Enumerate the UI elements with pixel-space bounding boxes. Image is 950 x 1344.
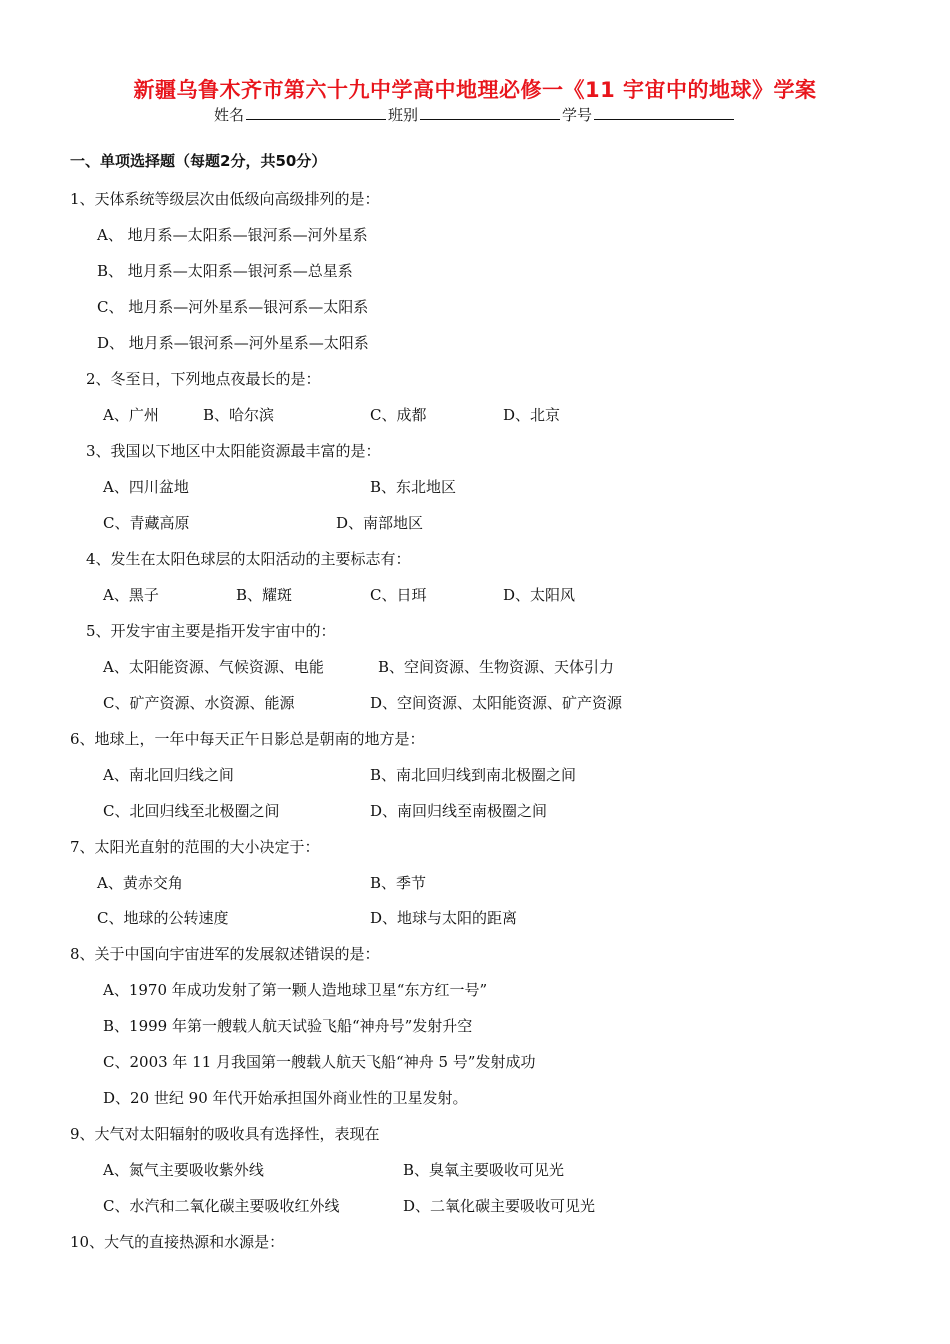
- question-stem: 4、发生在太阳色球层的太阳活动的主要标志有：: [86, 550, 411, 568]
- question-option: C、青藏高原: [103, 514, 190, 532]
- question-option: A、 地月系—太阳系—银河系—河外星系: [97, 226, 368, 244]
- student-info-line: [0, 104, 950, 125]
- question-option: A、黄赤交角: [97, 874, 183, 892]
- question-stem: 7、太阳光直射的范围的大小决定于：: [70, 838, 320, 856]
- question-option: C、 地月系—河外星系—银河系—太阳系: [97, 298, 369, 316]
- question-option: C、地球的公转速度: [97, 909, 229, 927]
- question-stem: 10、大气的直接热源和水源是：: [70, 1233, 285, 1251]
- question-option: D、太阳风: [503, 586, 576, 604]
- question-option: A、氮气主要吸收紫外线: [103, 1161, 264, 1179]
- question-option: B、耀斑: [236, 586, 293, 604]
- section-heading: 一、单项选择题（每题2分，共50分）: [70, 152, 327, 170]
- question-stem: 8、关于中国向宇宙进军的发展叙述错误的是：: [70, 945, 380, 963]
- question-stem: 9、大气对太阳辐射的吸收具有选择性，表现在: [70, 1125, 380, 1143]
- question-option: B、季节: [370, 874, 427, 892]
- question-option: C、水汽和二氧化碳主要吸收红外线: [103, 1197, 340, 1215]
- question-option: D、20 世纪 90 年代开始承担国外商业性的卫星发射。: [103, 1089, 468, 1107]
- question-option: C、日珥: [370, 586, 427, 604]
- question-option: A、太阳能资源、气候资源、电能: [103, 658, 324, 676]
- question-option: B、东北地区: [370, 478, 457, 496]
- question-stem: 1、天体系统等级层次由低级向高级排列的是：: [70, 190, 380, 208]
- question-stem: 3、我国以下地区中太阳能资源最丰富的是：: [86, 442, 381, 460]
- question-option: B、空间资源、生物资源、天体引力: [378, 658, 615, 676]
- question-option: C、北回归线至北极圈之间: [103, 802, 280, 820]
- question-option: D、二氧化碳主要吸收可见光: [403, 1197, 596, 1215]
- student-id-blank[interactable]: [594, 105, 734, 120]
- question-option: B、南北回归线到南北极圈之间: [370, 766, 577, 784]
- question-option: A、1970 年成功发射了第一颗人造地球卫星“东方红一号”: [103, 981, 488, 999]
- question-option: C、成都: [370, 406, 427, 424]
- question-option: A、南北回归线之间: [103, 766, 234, 784]
- class-blank[interactable]: [420, 105, 560, 120]
- question-stem: 6、地球上，一年中每天正午日影总是朝南的地方是：: [70, 730, 425, 748]
- question-option: B、哈尔滨: [203, 406, 275, 424]
- student-id-label: 学号: [562, 106, 593, 124]
- question-option: A、四川盆地: [103, 478, 189, 496]
- question-option: D、地球与太阳的距离: [370, 909, 518, 927]
- question-stem: 2、冬至日，下列地点夜最长的是：: [86, 370, 321, 388]
- question-option: A、广州: [103, 406, 159, 424]
- question-option: D、北京: [503, 406, 561, 424]
- class-label: 班别: [387, 106, 418, 124]
- question-option: B、 地月系—太阳系—银河系—总星系: [97, 262, 353, 280]
- question-option: C、2003 年 11 月我国第一艘载人航天飞船“神舟 5 号”发射成功: [103, 1053, 536, 1071]
- question-option: A、黑子: [103, 586, 159, 604]
- question-option: D、 地月系—银河系—河外星系—太阳系: [97, 334, 369, 352]
- question-option: D、南部地区: [336, 514, 424, 532]
- question-option: D、空间资源、太阳能资源、矿产资源: [370, 694, 623, 712]
- question-stem: 5、开发宇宙主要是指开发宇宙中的：: [86, 622, 336, 640]
- question-option: B、1999 年第一艘载人航天试验飞船“神舟号”发射升空: [103, 1017, 473, 1035]
- document-title: 新疆乌鲁木齐市第六十九中学高中地理必修一《11 宇宙中的地球》学案: [133, 78, 817, 102]
- name-label: 姓名: [213, 106, 244, 124]
- question-option: D、南回归线至南极圈之间: [370, 802, 548, 820]
- question-option: C、矿产资源、水资源、能源: [103, 694, 295, 712]
- question-option: B、臭氧主要吸收可见光: [403, 1161, 565, 1179]
- name-blank[interactable]: [246, 105, 386, 120]
